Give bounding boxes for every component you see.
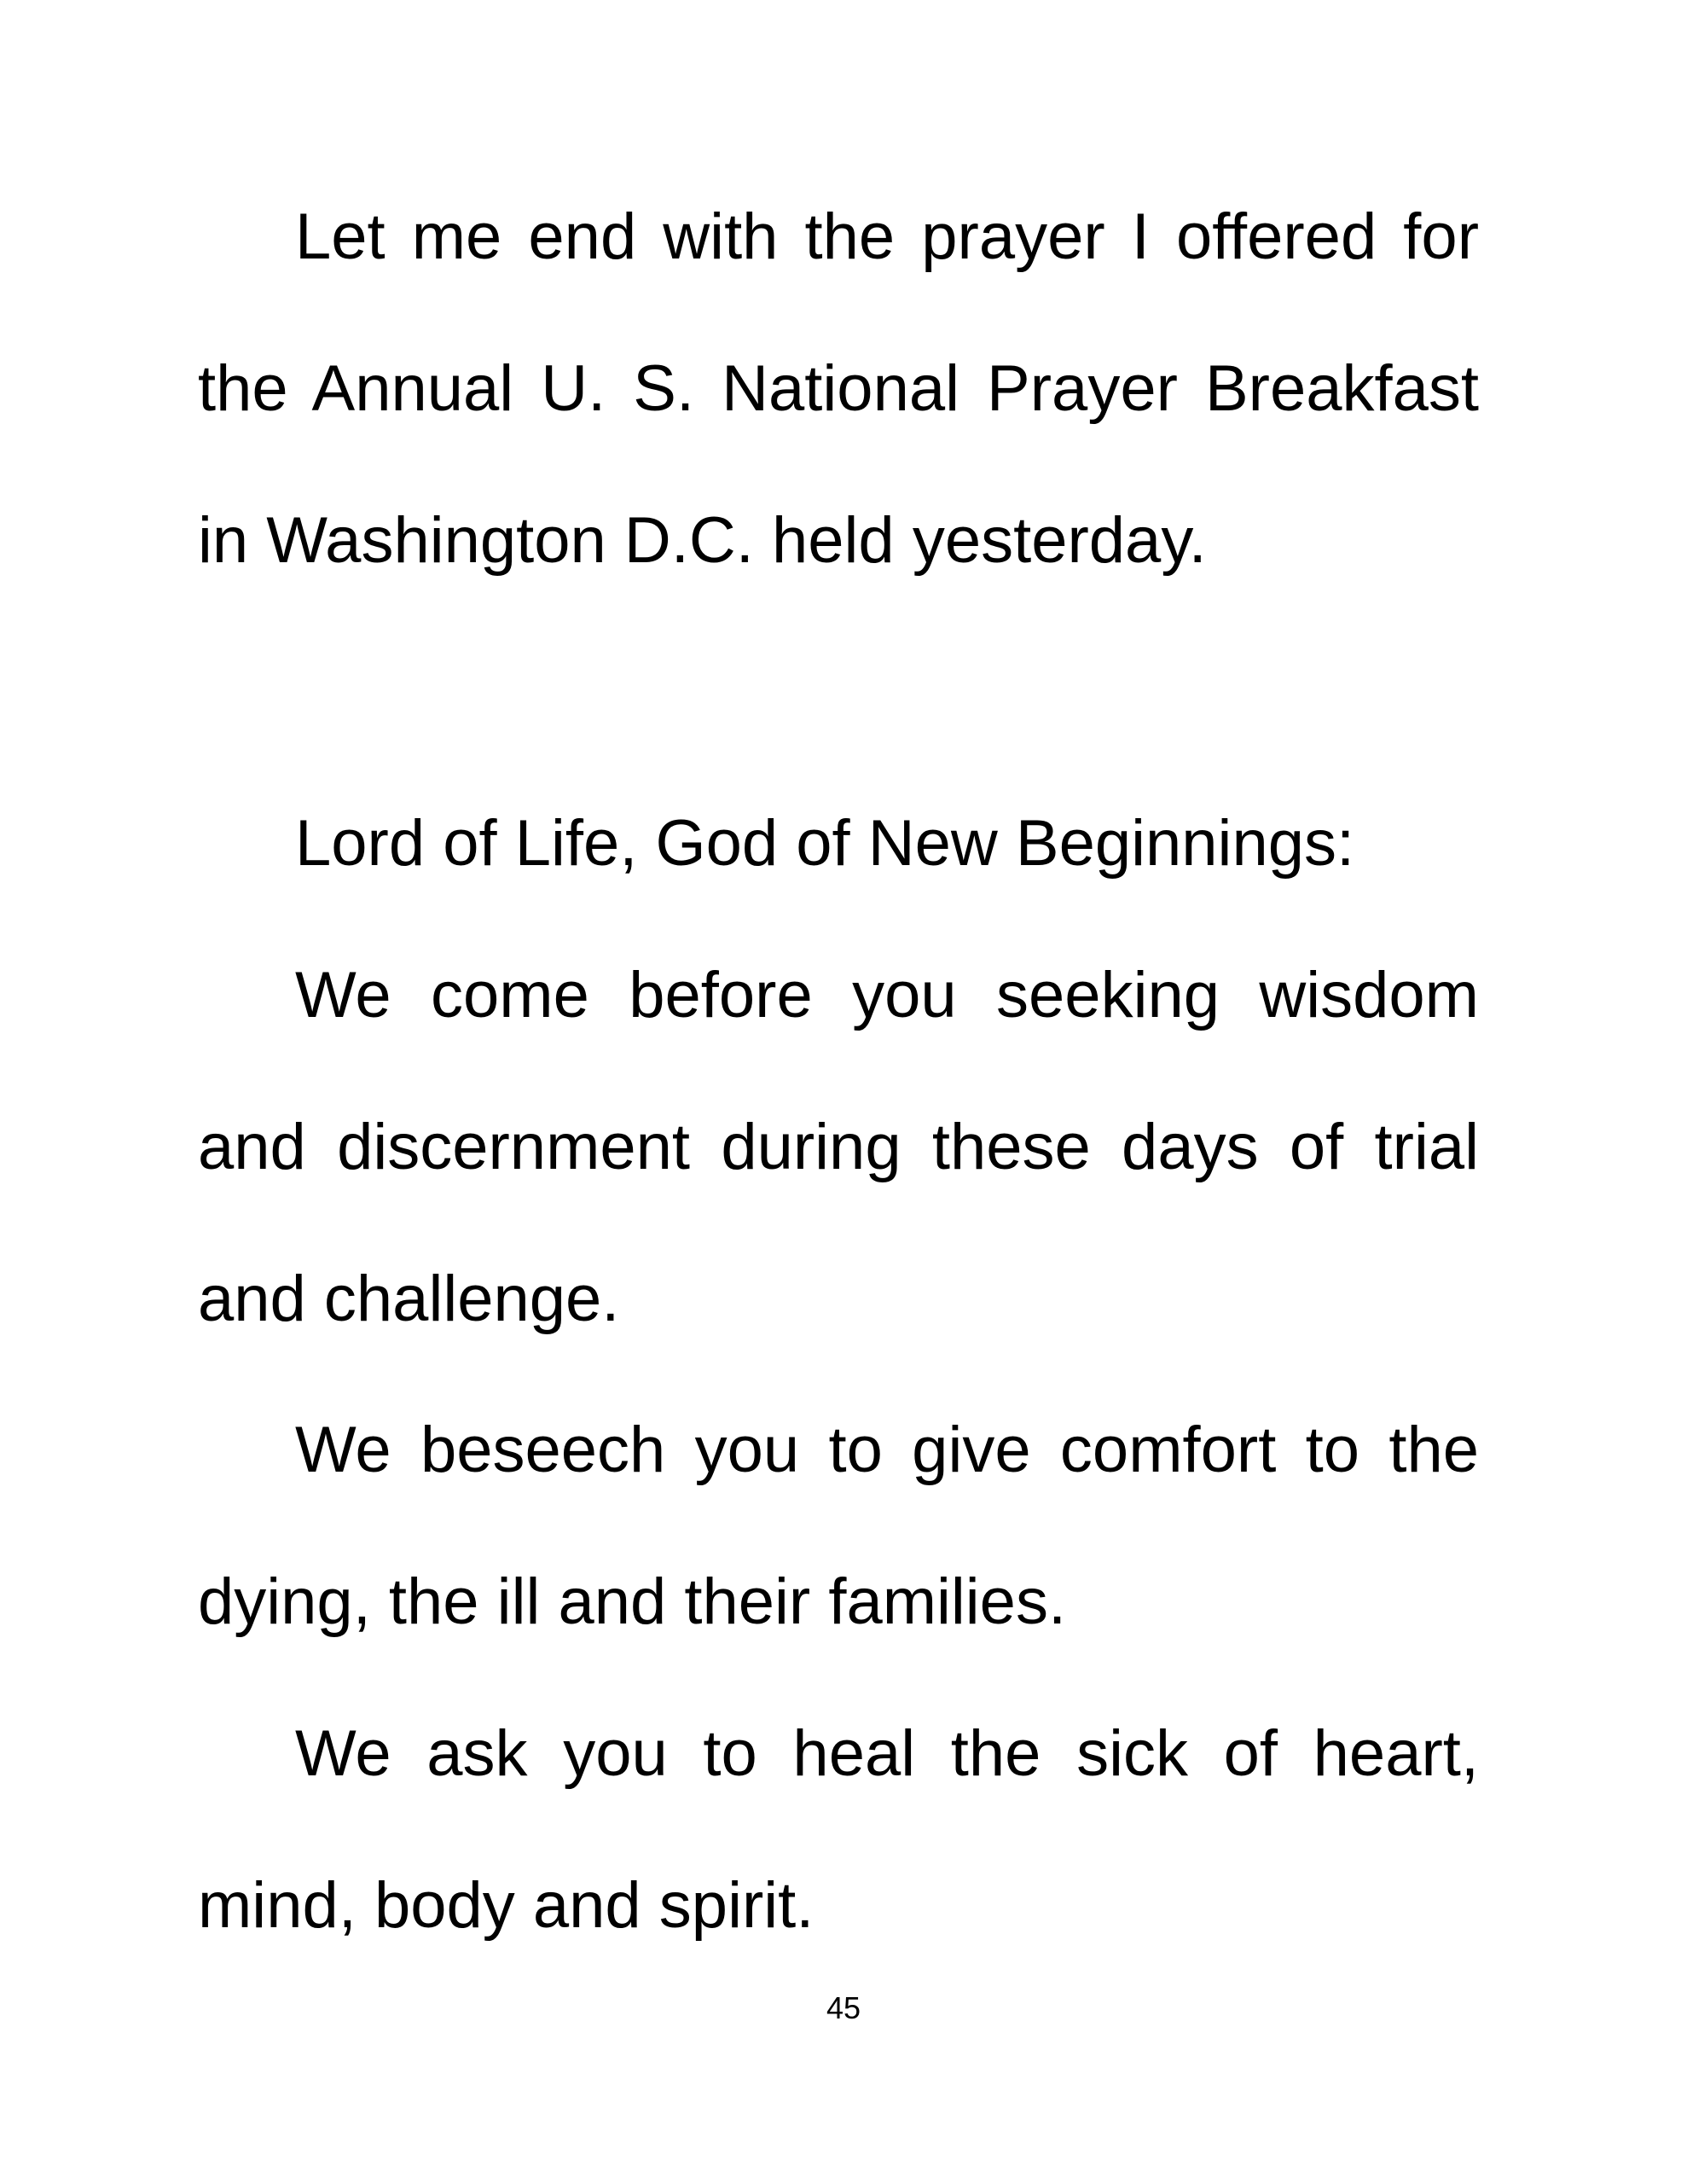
paragraph-3-line-2: dying, the ill and their families. [198, 1565, 1067, 1638]
prayer-salutation: Lord of Life, God of New Beginnings: [295, 807, 1355, 880]
paragraph-4-line-2: mind, body and spirit. [198, 1869, 815, 1942]
paragraph-3-line-1: We beseech you to give comfort to the [295, 1414, 1479, 1486]
paragraph-2-line-1: We come before you seeking wisdom [295, 959, 1479, 1031]
paragraph-2-line-3: and challenge. [198, 1263, 620, 1335]
paragraph-1-line-1: Let me end with the prayer I offered for [295, 200, 1479, 273]
paragraph-1-line-2: the Annual U. S. National Prayer Breakfast [198, 352, 1479, 425]
paragraph-4-line-1: We ask you to heal the sick of heart, [295, 1717, 1479, 1790]
paragraph-1-line-3: in Washington D.C. held yesterday. [198, 504, 1207, 577]
paragraph-2-line-2: and discernment during these days of trial [198, 1111, 1479, 1183]
page-number: 45 [826, 1990, 861, 2025]
